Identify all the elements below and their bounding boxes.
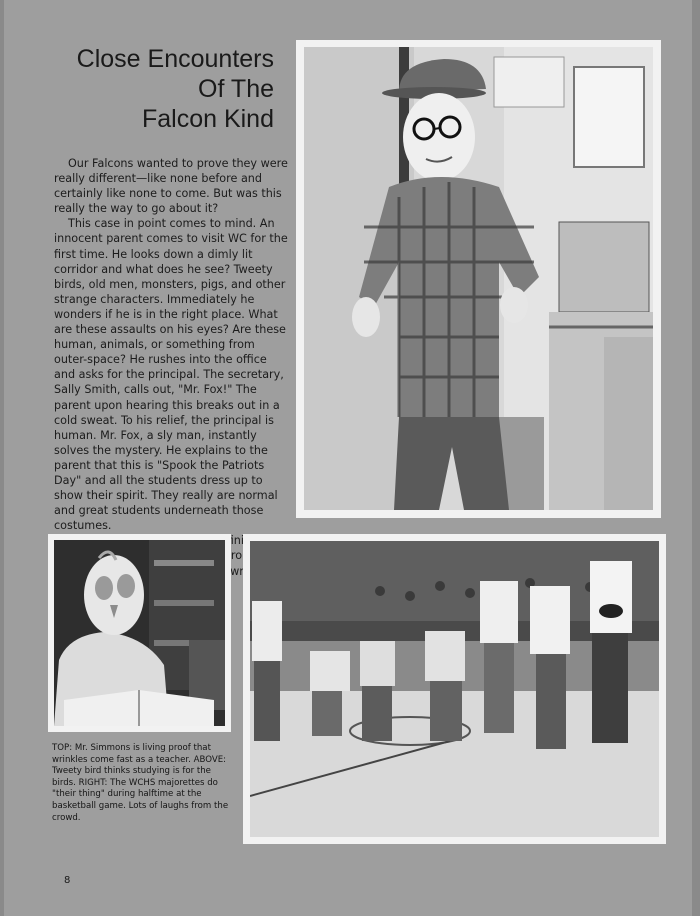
- article-paragraph: definitely from own.: [212, 534, 265, 578]
- article-paragraph: This case in point comes to mind. An innocent parent comes to visit WC for the first time. He looks down a dimly lit corridor and what does he see? Tweety birds, old men, monsters, pigs, and other strange characters. Immediately he wonders if he is in the right place. What are these assaults on his eyes? Are these human, animals, or something from outer-space? He rushes into the office and asks for the principal. The secretary, Sally Smith, calls out, "Mr. Fox!" The parent upon hearing this breaks out in a cold sweat. To his relief, the principal is human. Mr. Fox, a sly man, instantly solves the mystery. He explains to the parent that this is "Spook the Patriots Day" and all the students dress up to show their spirit. They really are normal and great students underneath those costumes.: [54, 217, 288, 533]
- title-line-2: Of The: [198, 75, 274, 103]
- above-photo-frame: [48, 534, 231, 732]
- caption-above: ABOVE: Tweety bird thinks studying is for the birds.: [52, 754, 227, 788]
- caption-right: RIGHT: The WCHS majorettes do "their thing" during halftime at the basketball game. Lots of laughs from the crowd.: [52, 777, 229, 823]
- title-line-3: Falcon Kind: [141, 105, 274, 133]
- top-photo: [304, 47, 653, 510]
- top-photo-frame: [296, 40, 661, 518]
- article-paragraph: Our Falcons wanted to prove they were really different—like none before and certainly like none to come. But was this really the way to go about it?: [54, 157, 288, 216]
- teacher-photo-illustration: [304, 47, 653, 510]
- article-body: [54, 156, 290, 579]
- tweety-photo-illustration: [54, 540, 225, 726]
- above-photo: [54, 540, 225, 726]
- right-photo: [250, 541, 659, 837]
- majorettes-photo-illustration: [250, 541, 659, 837]
- photo-caption: [52, 743, 236, 824]
- title-line-1: Close Encounters: [76, 45, 274, 73]
- yearbook-page: [4, 0, 692, 916]
- page-title: [14, 44, 274, 134]
- page-number: 8: [64, 875, 71, 886]
- caption-top: TOP: Mr. Simmons is living proof that wrinkles come fast as a teacher.: [52, 743, 211, 765]
- right-photo-frame: [243, 534, 666, 844]
